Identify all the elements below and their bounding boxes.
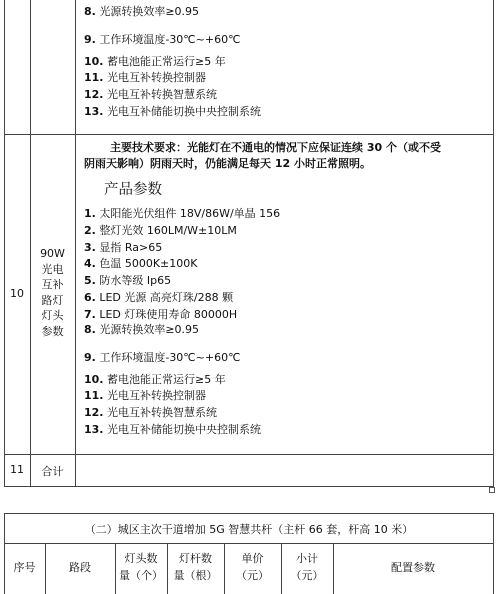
- list-item: 10. 蓄电池能正常运行≥5 年: [84, 55, 226, 68]
- list-item: 9. 工作环境温度-30℃~+60℃: [84, 351, 241, 364]
- row-name-10: 90W 光电 互补 路灯 灯头 参数: [40, 247, 65, 338]
- row-name-11: 合计: [41, 465, 64, 478]
- table1-border-bottom: [4, 486, 494, 487]
- table1-col-divider-2: [75, 0, 76, 487]
- table1-border-left: [4, 0, 5, 487]
- list-item: 2. 整灯光效 160LM/W±10LM: [84, 224, 237, 237]
- list-item: 12. 光电互补转换智慧系统: [84, 406, 217, 419]
- header-road: 路段: [69, 561, 91, 574]
- section-title: 产品参数: [104, 182, 162, 198]
- header-seq: 序号: [13, 561, 36, 574]
- list-item: 9. 工作环境温度-30℃~+60℃: [84, 33, 241, 46]
- list-item: 13. 光电互补储能切换中央控制系统: [84, 105, 261, 118]
- list-item: 8. 光源转换效率≥0.95: [84, 5, 200, 18]
- row-seq-10: 10: [10, 287, 24, 300]
- list-item: 8. 光源转换效率≥0.95: [84, 323, 200, 336]
- list-item: 6. LED 光源 高亮灯珠/288 颗: [84, 291, 234, 304]
- table2-title: （二）城区主次干道增加 5G 智慧共杆（主杆 66 套，杆高 10 米）: [84, 523, 414, 536]
- header-config: 配置参数: [391, 561, 435, 574]
- list-item: 11. 光电互补转换控制器: [84, 71, 206, 84]
- header-subtotal: 小计 （元）: [290, 552, 324, 582]
- table1-border-right: [493, 0, 494, 487]
- table1-row-divider-1: [4, 134, 494, 135]
- header-lamp-count: 灯头数 量（个）: [119, 552, 163, 582]
- list-item: 10. 蓄电池能正常运行≥5 年: [84, 373, 226, 386]
- row-seq-11: 11: [10, 463, 24, 476]
- requirement-line-2: 阴雨天影响）阴雨天时，仍能满足每天 12 小时正常照明。: [84, 157, 371, 170]
- list-item: 4. 色温 5000K±100K: [84, 257, 198, 270]
- list-item: 1. 太阳能光伏组件 18V/86W/单晶 156: [84, 207, 281, 220]
- list-item: 3. 显指 Ra>65: [84, 241, 163, 254]
- header-pole-count: 灯杆数 量（根）: [173, 552, 218, 582]
- list-item: 5. 防水等级 Ip65: [84, 274, 172, 287]
- list-item: 11. 光电互补转换控制器: [84, 389, 206, 402]
- table-end-marker: [489, 487, 495, 493]
- list-item: 13. 光电互补储能切换中央控制系统: [84, 423, 261, 436]
- table2-border-top: [4, 513, 494, 514]
- table1-row-divider-2: [4, 454, 494, 455]
- table1-col-divider-1: [30, 0, 31, 487]
- list-item: 7. LED 灯珠使用寿命 80000H: [84, 308, 238, 321]
- header-unit-price: 单价 （元）: [236, 552, 269, 582]
- list-item: 12. 光电互补转换智慧系统: [84, 88, 217, 101]
- requirement-line-1: 主要技术要求：光能灯在不通电的情况下应保证连续 30 个（或不受: [110, 141, 441, 154]
- table2-title-divider: [4, 543, 494, 544]
